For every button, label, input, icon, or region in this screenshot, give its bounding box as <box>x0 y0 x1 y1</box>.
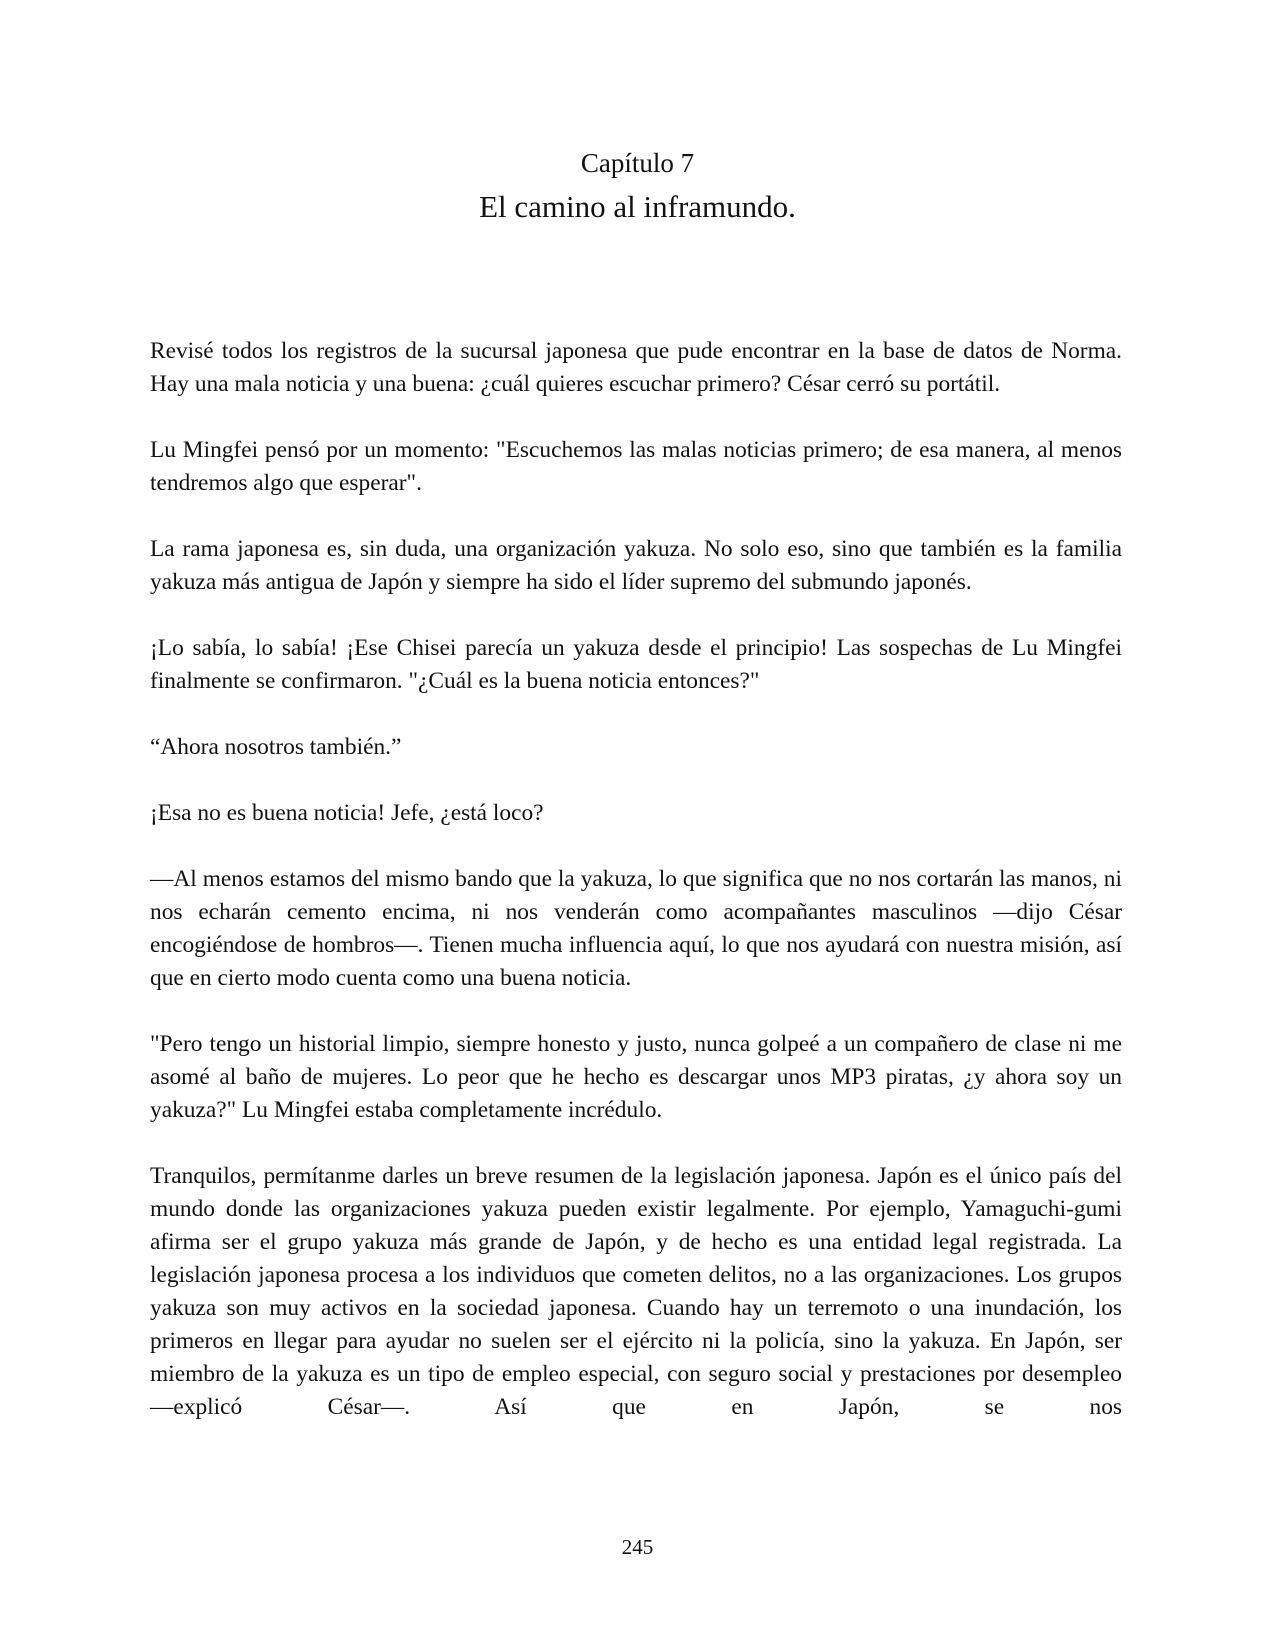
chapter-label: Capítulo 7 <box>580 148 695 178</box>
chapter-body <box>150 335 1122 1424</box>
paragraph: ¡Lo sabía, lo sabía! ¡Ese Chisei parecía un yakuza desde el principio! Las sospechas de Lu Mingfei finalmente se confirmaron. "¿Cuál es la buena noticia entonces?" <box>150 635 1122 694</box>
page-number: 245 <box>621 1535 654 1559</box>
paragraph: ¡Esa no es buena noticia! Jefe, ¿está loco? <box>150 800 544 826</box>
paragraph: "Pero tengo un historial limpio, siempre honesto y justo, nunca golpeé a un compañero de clase ni me asomé al baño de mujeres. Lo peor que he hecho es descargar unos MP3 piratas, ¿y ahora soy un yakuza?" Lu Mingfei estaba completamente incrédulo. <box>150 1031 1122 1123</box>
paragraph: Revisé todos los registros de la sucursal japonesa que pude encontrar en la base de datos de Norma. Hay una mala noticia y una buena: ¿cuál quieres escuchar primero? César cerró su portátil. <box>150 338 1122 397</box>
paragraph: La rama japonesa es, sin duda, una organización yakuza. No solo eso, sino que también es la familia yakuza más antigua de Japón y siempre ha sido el líder supremo del submundo japonés. <box>150 536 1122 595</box>
paragraph: Tranquilos, permítanme darles un breve resumen de la legislación japonesa. Japón es el único país del mundo donde las organizaciones yakuza pueden existir legalmente. Por ejemplo, Yamaguchi-gumi afirma ser el grupo yakuza más grande de Japón, y de hecho es una entidad legal registrada. La legislación japonesa procesa a los individuos que cometen delitos, no a las organizaciones. Los grupos yakuza son muy activos en la sociedad japonesa. Cuando hay un terremoto o una inundación, los primeros en llegar para ayudar no suelen ser el ejército ni la policía, sino la yakuza. En Japón, ser miembro de la yakuza es un tipo de empleo especial, con seguro social y prestaciones por desempleo —explicó César—. Así que en Japón, se nos <box>150 1163 1122 1420</box>
paragraph: Lu Mingfei pensó por un momento: "Escuchemos las malas noticias primero; de esa manera, al menos tendremos algo que esperar". <box>150 437 1122 496</box>
chapter-title: El camino al inframundo. <box>479 189 796 224</box>
paragraph: “Ahora nosotros también.” <box>150 734 402 760</box>
paragraph: —Al menos estamos del mismo bando que la yakuza, lo que significa que no nos cortarán las manos, ni nos echarán cemento encima, ni nos venderán como acompañantes masculinos —dijo César encogiéndose de hombros—. Tienen mucha influencia aquí, lo que nos ayudará con nuestra misión, así que en cierto modo cuenta como una buena noticia. <box>150 866 1122 991</box>
